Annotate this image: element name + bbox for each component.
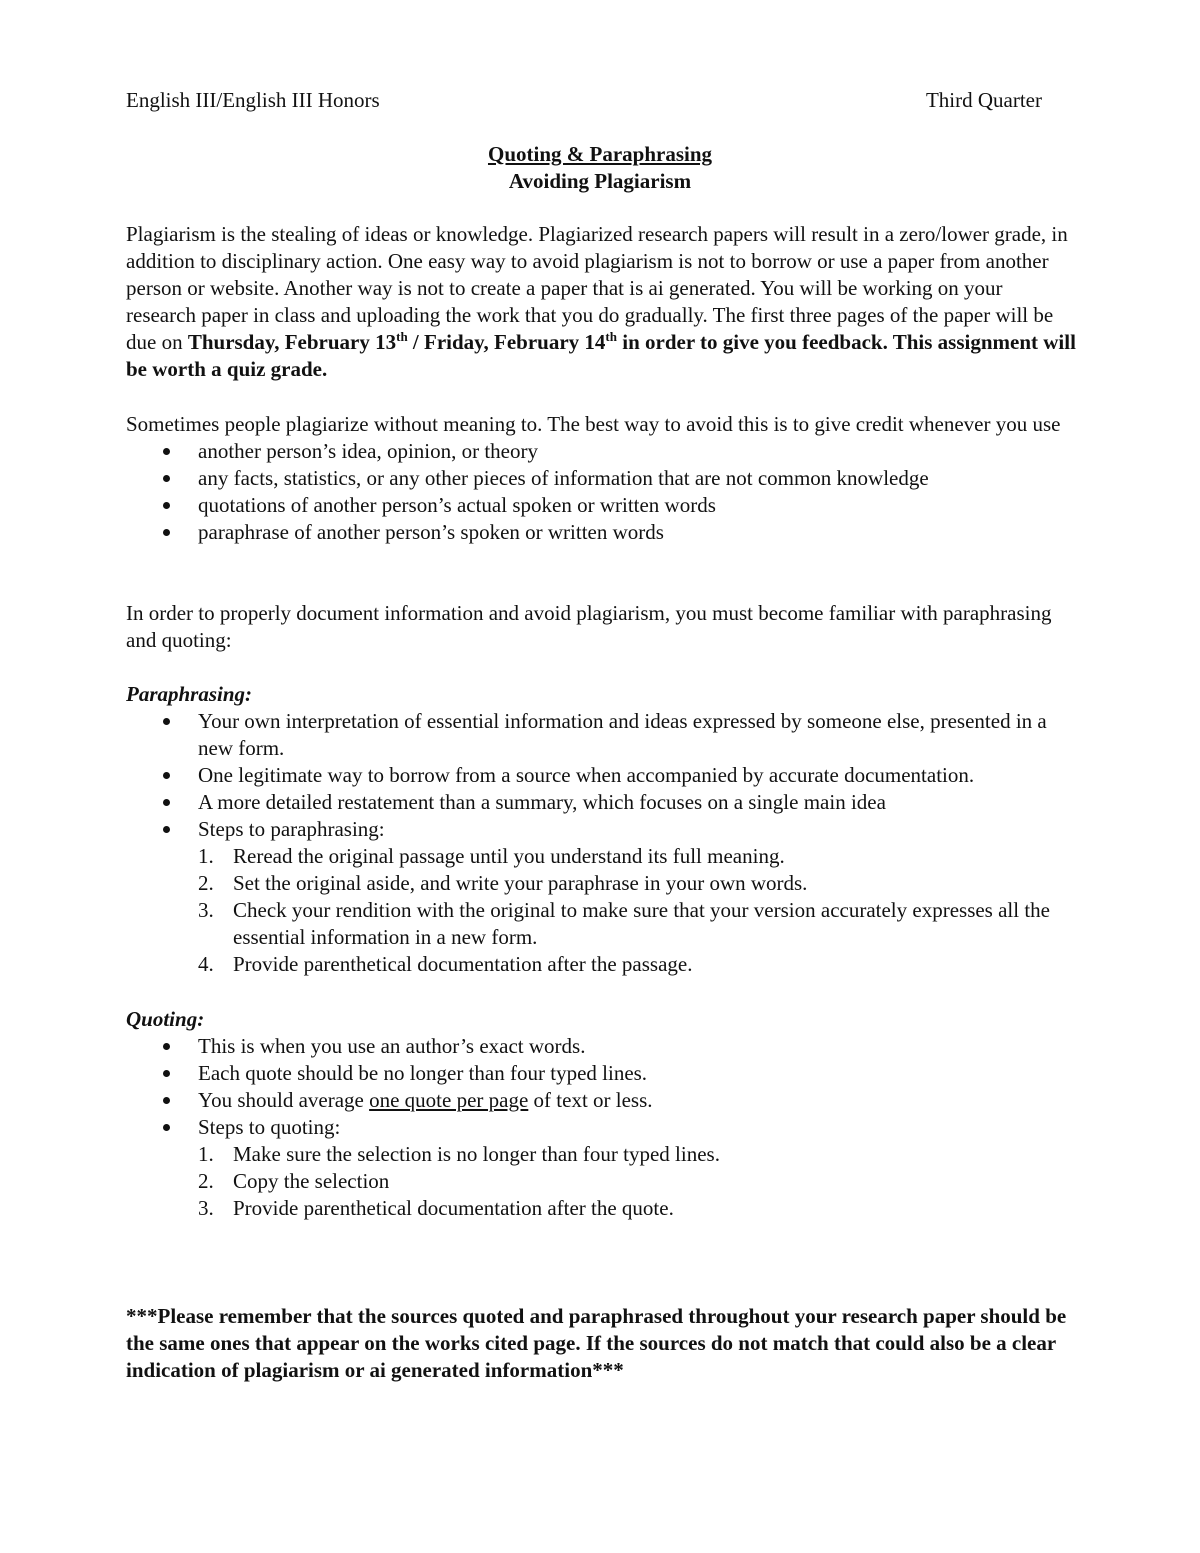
list-item: This is when you use an author’s exact words. (126, 1033, 1076, 1060)
list-item: Each quote should be no longer than four typed lines. (126, 1060, 1076, 1087)
list-item: Steps to paraphrasing: (126, 816, 1076, 843)
step-text: Provide parenthetical documentation after the quote. (233, 1196, 674, 1220)
step-number: 1. (198, 1142, 214, 1166)
average-text-before: You should average (198, 1088, 370, 1112)
list-item: paraphrase of another person’s spoken or written words (126, 519, 1076, 546)
document-intro-text: In order to properly document information and avoid plagiarism, you must become familiar with paraphrasing and quoting: (126, 601, 1052, 652)
step-item (126, 870, 1076, 897)
quoting-list (126, 1033, 1076, 1141)
step-number: 1. (198, 844, 214, 868)
step-item (126, 897, 1076, 951)
quoting-heading: Quoting: (126, 1007, 205, 1031)
due-date-2-suffix: th (605, 329, 617, 344)
step-text: Provide parenthetical documentation after the passage. (233, 952, 693, 976)
page-title: Quoting & Paraphrasing (487, 142, 713, 166)
credit-text: Sometimes people plagiarize without meaning to. The best way to avoid this is to give credit whenever you use (126, 412, 1061, 436)
quoting-section (126, 1006, 1076, 1222)
credit-list (126, 438, 1076, 546)
step-item (126, 1141, 1076, 1168)
step-text: Set the original aside, and write your paraphrase in your own words. (233, 871, 808, 895)
due-date-1-suffix: th (396, 329, 408, 344)
step-number: 4. (198, 952, 214, 976)
intro-paragraph (126, 221, 1076, 383)
list-item: any facts, statistics, or any other pieces of information that are not common knowledge (126, 465, 1076, 492)
list-item: quotations of another person’s actual spoken or written words (126, 492, 1076, 519)
intro-bold-tail: in order to give you feedback. This assignment will be worth a quiz grade. (126, 330, 1076, 381)
average-underlined: one quote per page (369, 1088, 529, 1112)
step-number: 2. (198, 871, 214, 895)
step-text: Make sure the selection is no longer than four typed lines. (233, 1142, 720, 1166)
due-date-1: Thursday, February 13 (187, 330, 397, 354)
step-item (126, 843, 1076, 870)
list-item: Your own interpretation of essential information and ideas expressed by someone else, presented in a new form. (126, 708, 1076, 762)
course-name: English III/English III Honors (126, 88, 380, 112)
paraphrasing-list (126, 708, 1076, 843)
list-item (126, 1087, 1076, 1114)
step-text: Check your rendition with the original to make sure that your version accurately expresses all the essential information in a new form. (233, 898, 1051, 949)
document-intro (126, 600, 1076, 654)
list-item: A more detailed restatement than a summary, which focuses on a single main idea (126, 789, 1076, 816)
due-date-2: / Friday, February 14 (407, 330, 606, 354)
paraphrasing-steps (126, 843, 1076, 978)
step-item (126, 1195, 1076, 1222)
list-item: Steps to quoting: (126, 1114, 1076, 1141)
step-item (126, 1168, 1076, 1195)
step-number: 3. (198, 1196, 214, 1220)
step-text: Reread the original passage until you understand its full meaning. (233, 844, 785, 868)
list-item: another person’s idea, opinion, or theory (126, 438, 1076, 465)
paraphrasing-heading: Paraphrasing: (126, 682, 253, 706)
page-subtitle: Avoiding Plagiarism (508, 169, 692, 193)
average-text-after: of text or less. (528, 1088, 653, 1112)
title-block (0, 141, 1200, 195)
reminder-note (126, 1303, 1076, 1384)
quarter-label: Third Quarter (925, 88, 1042, 112)
step-number: 3. (198, 898, 214, 922)
page-header (126, 87, 1042, 114)
quoting-steps (126, 1141, 1076, 1222)
intro-text: Plagiarism is the stealing of ideas or knowledge. Plagiarized research papers will result in a zero/lower grade, in addition to disciplinary action. One easy way to avoid plagiarism is not to borrow or use a paper from another person or website. Another way is not to create a paper that is ai generated. You will be working on your research paper in class and uploading the work that you do gradually. The first three pages of the paper will be due on (126, 222, 1068, 354)
step-number: 2. (198, 1169, 214, 1193)
list-item: One legitimate way to borrow from a source when accompanied by accurate documentation. (126, 762, 1076, 789)
paraphrasing-section (126, 681, 1076, 978)
step-item (126, 951, 1076, 978)
credit-section (126, 411, 1076, 546)
reminder-text: ***Please remember that the sources quoted and paraphrased throughout your research paper should be the same ones that appear on the works cited page. If the sources do not match that could also be a clear indication of plagiarism or ai generated information*** (126, 1304, 1067, 1382)
step-text: Copy the selection (233, 1169, 390, 1193)
